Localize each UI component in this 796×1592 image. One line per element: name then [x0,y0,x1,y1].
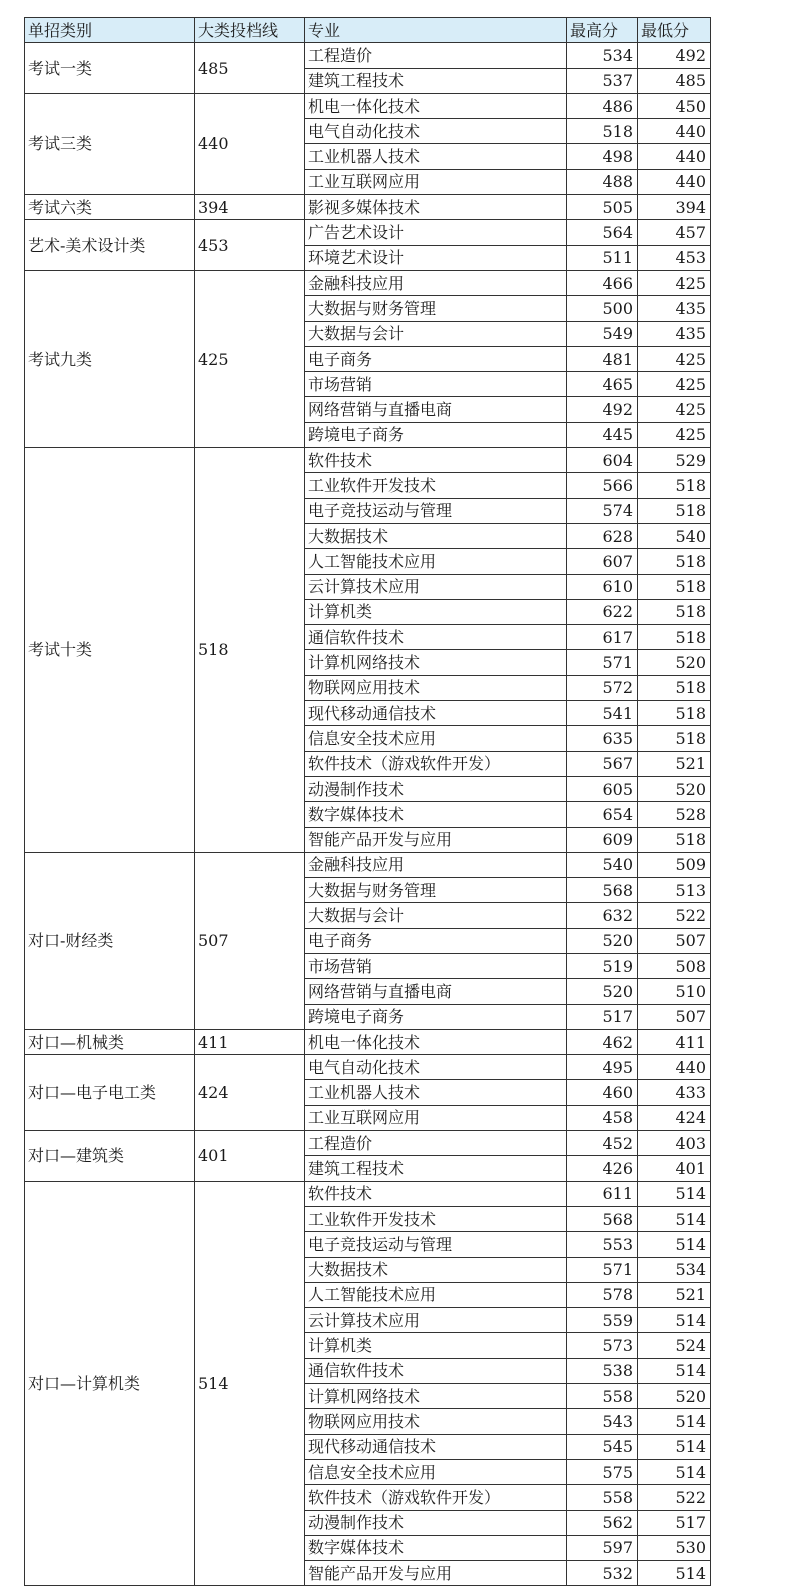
table-row [25,448,711,473]
max-score-cell: 532 [567,1561,638,1586]
min-score-cell: 530 [638,1535,711,1560]
min-score-cell: 528 [638,802,711,827]
min-score-cell: 507 [638,928,711,953]
min-score-cell: 520 [638,1384,711,1409]
min-score-cell: 518 [638,726,711,751]
min-score-cell: 411 [638,1029,711,1054]
max-score-cell: 568 [567,878,638,903]
min-score-cell: 514 [638,1232,711,1257]
min-score-cell: 518 [638,599,711,624]
category-cell: 考试九类 [25,270,195,447]
major-cell: 云计算技术应用 [305,574,567,599]
major-cell: 市场营销 [305,953,567,978]
min-score-cell: 520 [638,776,711,801]
major-cell: 数字媒体技术 [305,1535,567,1560]
category-cell: 对口—电子电工类 [25,1055,195,1131]
major-cell: 网络营销与直播电商 [305,397,567,422]
max-score-cell: 604 [567,448,638,473]
max-score-cell: 445 [567,422,638,447]
max-score-cell: 578 [567,1282,638,1307]
max-score-cell: 518 [567,119,638,144]
major-cell: 电子竞技运动与管理 [305,498,567,523]
min-score-cell: 507 [638,1004,711,1029]
cutoff-score-cell: 401 [195,1131,305,1182]
major-cell: 电子竞技运动与管理 [305,1232,567,1257]
max-score-cell: 571 [567,650,638,675]
major-cell: 物联网应用技术 [305,675,567,700]
category-cell: 对口—建筑类 [25,1131,195,1182]
max-score-cell: 505 [567,195,638,220]
max-score-cell: 466 [567,270,638,295]
major-cell: 跨境电子商务 [305,1004,567,1029]
header-min-score: 最低分 [638,18,711,43]
major-cell: 电气自动化技术 [305,119,567,144]
min-score-cell: 522 [638,903,711,928]
max-score-cell: 541 [567,701,638,726]
min-score-cell: 440 [638,1055,711,1080]
cutoff-score-cell: 507 [195,852,305,1029]
max-score-cell: 511 [567,245,638,270]
min-score-cell: 435 [638,296,711,321]
max-score-cell: 628 [567,523,638,548]
max-score-cell: 426 [567,1156,638,1181]
cutoff-score-cell: 425 [195,270,305,447]
min-score-cell: 440 [638,119,711,144]
max-score-cell: 495 [567,1055,638,1080]
major-cell: 人工智能技术应用 [305,1282,567,1307]
min-score-cell: 425 [638,422,711,447]
major-cell: 电子商务 [305,928,567,953]
max-score-cell: 575 [567,1459,638,1484]
table-row [25,220,711,245]
major-cell: 大数据与财务管理 [305,878,567,903]
major-cell: 工业互联网应用 [305,169,567,194]
major-cell: 建筑工程技术 [305,1156,567,1181]
category-cell: 对口—计算机类 [25,1181,195,1586]
table-row [25,1055,711,1080]
max-score-cell: 605 [567,776,638,801]
major-cell: 计算机类 [305,599,567,624]
min-score-cell: 403 [638,1131,711,1156]
major-cell: 物联网应用技术 [305,1409,567,1434]
max-score-cell: 558 [567,1485,638,1510]
major-cell: 软件技术 [305,1181,567,1206]
major-cell: 大数据技术 [305,1257,567,1282]
max-score-cell: 609 [567,827,638,852]
max-score-cell: 452 [567,1131,638,1156]
major-cell: 计算机类 [305,1333,567,1358]
table-header [25,18,711,43]
major-cell: 工业软件开发技术 [305,473,567,498]
min-score-cell: 492 [638,43,711,68]
max-score-cell: 572 [567,675,638,700]
min-score-cell: 518 [638,625,711,650]
cutoff-score-cell: 518 [195,448,305,853]
major-cell: 动漫制作技术 [305,1510,567,1535]
major-cell: 云计算技术应用 [305,1308,567,1333]
max-score-cell: 553 [567,1232,638,1257]
major-cell: 通信软件技术 [305,625,567,650]
category-cell: 对口—机械类 [25,1029,195,1054]
min-score-cell: 514 [638,1434,711,1459]
major-cell: 影视多媒体技术 [305,195,567,220]
max-score-cell: 520 [567,928,638,953]
max-score-cell: 597 [567,1535,638,1560]
min-score-cell: 514 [638,1206,711,1231]
min-score-cell: 514 [638,1308,711,1333]
table-row [25,1029,711,1054]
max-score-cell: 498 [567,144,638,169]
min-score-cell: 534 [638,1257,711,1282]
cutoff-score-cell: 411 [195,1029,305,1054]
min-score-cell: 518 [638,574,711,599]
min-score-cell: 401 [638,1156,711,1181]
table-row [25,270,711,295]
header-row [25,18,711,43]
major-cell: 广告艺术设计 [305,220,567,245]
major-cell: 大数据与会计 [305,903,567,928]
max-score-cell: 540 [567,852,638,877]
max-score-cell: 632 [567,903,638,928]
major-cell: 信息安全技术应用 [305,1459,567,1484]
max-score-cell: 562 [567,1510,638,1535]
cutoff-score-cell: 453 [195,220,305,271]
header-max-score: 最高分 [567,18,638,43]
max-score-cell: 545 [567,1434,638,1459]
min-score-cell: 485 [638,68,711,93]
max-score-cell: 564 [567,220,638,245]
max-score-cell: 465 [567,372,638,397]
category-cell: 考试六类 [25,195,195,220]
major-cell: 工业软件开发技术 [305,1206,567,1231]
max-score-cell: 534 [567,43,638,68]
major-cell: 通信软件技术 [305,1358,567,1383]
min-score-cell: 518 [638,827,711,852]
major-cell: 工业互联网应用 [305,1105,567,1130]
category-cell: 对口-财经类 [25,852,195,1029]
min-score-cell: 517 [638,1510,711,1535]
major-cell: 软件技术 [305,448,567,473]
max-score-cell: 543 [567,1409,638,1434]
major-cell: 大数据与财务管理 [305,296,567,321]
major-cell: 软件技术（游戏软件开发） [305,751,567,776]
min-score-cell: 522 [638,1485,711,1510]
major-cell: 工业机器人技术 [305,144,567,169]
table-row [25,1131,711,1156]
major-cell: 人工智能技术应用 [305,549,567,574]
major-cell: 机电一体化技术 [305,93,567,118]
max-score-cell: 559 [567,1308,638,1333]
min-score-cell: 453 [638,245,711,270]
min-score-cell: 450 [638,93,711,118]
cutoff-score-cell: 514 [195,1181,305,1586]
max-score-cell: 571 [567,1257,638,1282]
major-cell: 跨境电子商务 [305,422,567,447]
min-score-cell: 518 [638,498,711,523]
max-score-cell: 610 [567,574,638,599]
max-score-cell: 607 [567,549,638,574]
max-score-cell: 611 [567,1181,638,1206]
max-score-cell: 460 [567,1080,638,1105]
min-score-cell: 514 [638,1409,711,1434]
min-score-cell: 518 [638,675,711,700]
min-score-cell: 435 [638,321,711,346]
table-row [25,1181,711,1206]
min-score-cell: 514 [638,1561,711,1586]
major-cell: 大数据技术 [305,523,567,548]
major-cell: 大数据与会计 [305,321,567,346]
cutoff-score-cell: 440 [195,93,305,194]
category-cell: 艺术-美术设计类 [25,220,195,271]
major-cell: 电气自动化技术 [305,1055,567,1080]
major-cell: 数字媒体技术 [305,802,567,827]
major-cell: 网络营销与直播电商 [305,979,567,1004]
major-cell: 计算机网络技术 [305,1384,567,1409]
admission-score-table [24,17,711,1586]
min-score-cell: 514 [638,1459,711,1484]
cutoff-score-cell: 394 [195,195,305,220]
max-score-cell: 622 [567,599,638,624]
category-cell: 考试一类 [25,43,195,94]
max-score-cell: 500 [567,296,638,321]
major-cell: 软件技术（游戏软件开发） [305,1485,567,1510]
max-score-cell: 492 [567,397,638,422]
min-score-cell: 425 [638,397,711,422]
header-cutoff: 大类投档线 [195,18,305,43]
major-cell: 市场营销 [305,372,567,397]
major-cell: 金融科技应用 [305,270,567,295]
min-score-cell: 524 [638,1333,711,1358]
major-cell: 电子商务 [305,346,567,371]
major-cell: 动漫制作技术 [305,776,567,801]
min-score-cell: 425 [638,346,711,371]
table-body [25,43,711,1586]
max-score-cell: 458 [567,1105,638,1130]
header-major: 专业 [305,18,567,43]
max-score-cell: 617 [567,625,638,650]
category-cell: 考试三类 [25,93,195,194]
max-score-cell: 517 [567,1004,638,1029]
max-score-cell: 573 [567,1333,638,1358]
major-cell: 工业机器人技术 [305,1080,567,1105]
min-score-cell: 440 [638,144,711,169]
max-score-cell: 549 [567,321,638,346]
min-score-cell: 514 [638,1358,711,1383]
min-score-cell: 425 [638,372,711,397]
major-cell: 金融科技应用 [305,852,567,877]
category-cell: 考试十类 [25,448,195,853]
major-cell: 机电一体化技术 [305,1029,567,1054]
max-score-cell: 538 [567,1358,638,1383]
header-category: 单招类别 [25,18,195,43]
max-score-cell: 486 [567,93,638,118]
min-score-cell: 508 [638,953,711,978]
major-cell: 环境艺术设计 [305,245,567,270]
min-score-cell: 514 [638,1181,711,1206]
min-score-cell: 433 [638,1080,711,1105]
min-score-cell: 518 [638,701,711,726]
max-score-cell: 566 [567,473,638,498]
min-score-cell: 529 [638,448,711,473]
major-cell: 建筑工程技术 [305,68,567,93]
min-score-cell: 509 [638,852,711,877]
min-score-cell: 440 [638,169,711,194]
max-score-cell: 567 [567,751,638,776]
major-cell: 现代移动通信技术 [305,701,567,726]
min-score-cell: 424 [638,1105,711,1130]
major-cell: 智能产品开发与应用 [305,1561,567,1586]
min-score-cell: 510 [638,979,711,1004]
min-score-cell: 425 [638,270,711,295]
cutoff-score-cell: 485 [195,43,305,94]
min-score-cell: 521 [638,751,711,776]
max-score-cell: 574 [567,498,638,523]
table-row [25,43,711,68]
table-row [25,852,711,877]
min-score-cell: 540 [638,523,711,548]
max-score-cell: 462 [567,1029,638,1054]
major-cell: 智能产品开发与应用 [305,827,567,852]
major-cell: 工程造价 [305,43,567,68]
min-score-cell: 513 [638,878,711,903]
min-score-cell: 520 [638,650,711,675]
table-row [25,93,711,118]
max-score-cell: 537 [567,68,638,93]
major-cell: 工程造价 [305,1131,567,1156]
major-cell: 计算机网络技术 [305,650,567,675]
min-score-cell: 457 [638,220,711,245]
max-score-cell: 568 [567,1206,638,1231]
min-score-cell: 521 [638,1282,711,1307]
max-score-cell: 481 [567,346,638,371]
max-score-cell: 520 [567,979,638,1004]
min-score-cell: 394 [638,195,711,220]
max-score-cell: 558 [567,1384,638,1409]
cutoff-score-cell: 424 [195,1055,305,1131]
max-score-cell: 488 [567,169,638,194]
min-score-cell: 518 [638,473,711,498]
max-score-cell: 519 [567,953,638,978]
major-cell: 现代移动通信技术 [305,1434,567,1459]
table-row [25,195,711,220]
max-score-cell: 654 [567,802,638,827]
max-score-cell: 635 [567,726,638,751]
major-cell: 信息安全技术应用 [305,726,567,751]
min-score-cell: 518 [638,549,711,574]
